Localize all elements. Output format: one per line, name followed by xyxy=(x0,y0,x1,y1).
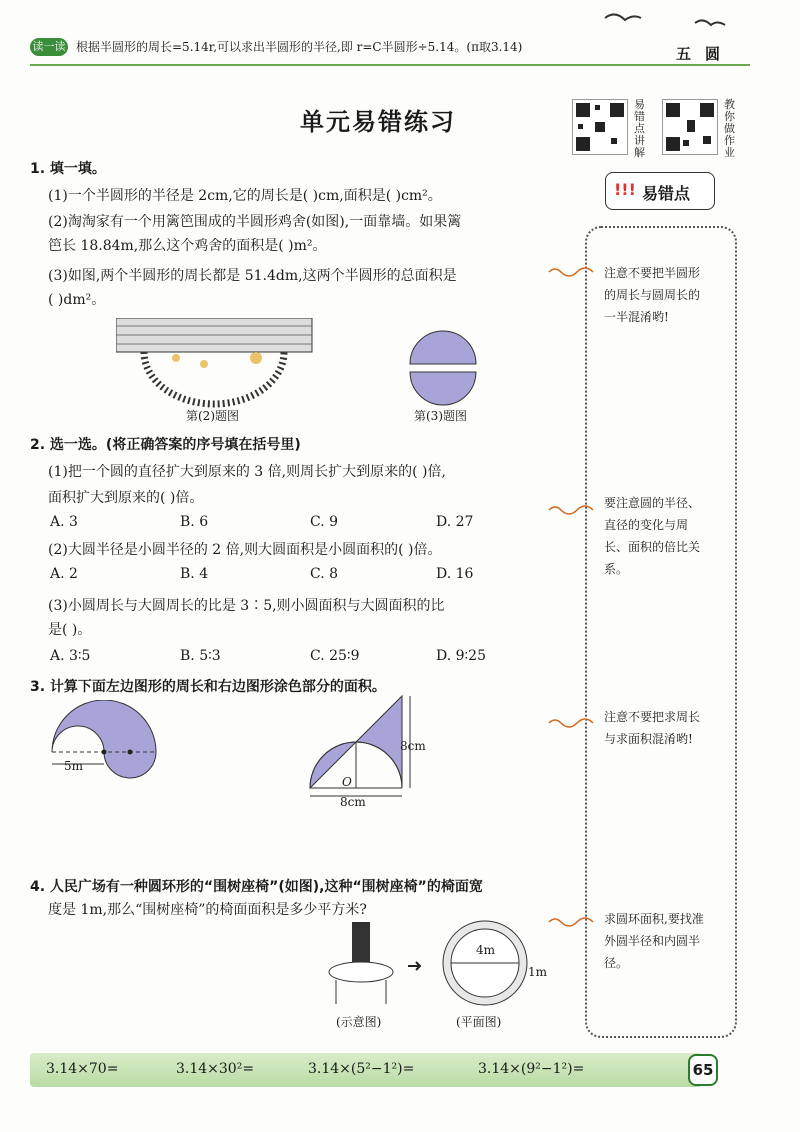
ring-plan-figure xyxy=(440,918,530,1008)
option[interactable]: A. 3∶5 xyxy=(50,648,91,664)
inner-diameter-label: 4m xyxy=(476,943,496,957)
calc-item: 3.14×30²= xyxy=(176,1061,255,1077)
option[interactable]: C. 25∶9 xyxy=(310,648,360,664)
option[interactable]: D. 9∶25 xyxy=(436,648,486,664)
dimension-label: 5m xyxy=(64,759,84,773)
option[interactable]: D. 16 xyxy=(436,566,474,582)
read-badge: 读一读 xyxy=(30,38,68,56)
header-rule xyxy=(30,64,750,66)
q4-title: 4. 人民广场有一种圆环形的“围树座椅”(如图),这种“围树座椅”的椅面宽 xyxy=(30,879,483,895)
option[interactable]: C. 8 xyxy=(310,566,339,582)
center-label: O xyxy=(342,775,352,789)
arrow-icon xyxy=(545,262,595,282)
option[interactable]: B. 5∶3 xyxy=(180,648,221,664)
fig2-caption: 第(2)题图 xyxy=(186,409,239,423)
qr-code-icon[interactable] xyxy=(662,99,718,155)
option[interactable]: D. 27 xyxy=(436,514,474,530)
fig3-caption: 第(3)题图 xyxy=(414,409,467,423)
q3-title: 3. 计算下面左边图形的周长和右边图形涂色部分的面积。 xyxy=(30,679,386,695)
height-label: 8cm xyxy=(400,739,426,753)
q2-line: 面积扩大到原来的( )倍。 xyxy=(48,490,204,506)
birds-decoration xyxy=(600,8,740,38)
caption: (示意图) xyxy=(336,1015,382,1029)
qr-code-icon[interactable] xyxy=(572,99,628,155)
header-tip: 根据半圆形的周长=5.14r,可以求出半圆形的半径,即 r=C半圆形÷5.14。(π取3.14) xyxy=(76,40,523,54)
base-label: 8cm xyxy=(340,795,366,809)
side-note: 要注意圆的半径、直径的变化与周长、面积的倍比关系。 xyxy=(604,496,701,576)
option[interactable]: A. 3 xyxy=(50,514,78,530)
perimeter-figure xyxy=(44,700,164,780)
calc-item: 3.14×(9²−1²)= xyxy=(478,1061,585,1077)
qr-label: 易错点讲解 xyxy=(634,98,645,159)
mistake-tag xyxy=(605,172,715,210)
q1-line: 笆长 18.84m,那么这个鸡舍的面积是( )m²。 xyxy=(48,238,327,254)
arrow-icon xyxy=(545,500,595,520)
side-note: 求圆环面积,要找准外圆半径和内圆半径。 xyxy=(604,912,704,970)
calc-item: 3.14×(5²−1²)= xyxy=(308,1061,415,1077)
mistake-tag-label: 易错点 xyxy=(642,184,691,203)
side-note: 注意不要把半圆形的周长与圆周长的一半混淆哟! xyxy=(604,266,701,324)
caption: (平面图) xyxy=(456,1015,502,1029)
width-label: 1m xyxy=(528,965,548,979)
option[interactable]: C. 9 xyxy=(310,514,339,530)
tree-seat-figure xyxy=(324,920,424,1010)
side-note: 注意不要把求周长与求面积混淆哟! xyxy=(604,710,701,746)
q2-line: (2)大圆半径是小圆半径的 2 倍,则大圆面积是小圆面积的( )倍。 xyxy=(48,542,442,558)
q2-title: 2. 选一选。(将正确答案的序号填在括号里) xyxy=(30,437,301,453)
option[interactable]: B. 6 xyxy=(180,514,209,530)
q2-line: (3)小圆周长与大圆周长的比是 3∶5,则小圆面积与大圆面积的比 xyxy=(48,598,445,614)
q1-line: ( )dm²。 xyxy=(48,292,106,308)
chapter-label: 五圆 xyxy=(676,45,735,63)
two-semicircles-figure xyxy=(408,328,478,408)
arrow-icon xyxy=(545,713,595,733)
option[interactable]: B. 4 xyxy=(180,566,209,582)
q1-line: (1)一个半圆形的半径是 2cm,它的周长是( )cm,面积是( )cm²。 xyxy=(48,188,442,204)
q1-line: (2)淘淘家有一个用篱笆围成的半圆形鸡舍(如图),一面靠墙。如果篱 xyxy=(48,214,462,230)
exclaim-icon: !!! xyxy=(614,180,636,199)
q2-line: 是( )。 xyxy=(48,622,92,638)
q1-title: 1. 填一填。 xyxy=(30,161,106,177)
page-title: 单元易错练习 xyxy=(300,108,456,136)
calc-item: 3.14×70= xyxy=(46,1061,119,1077)
page-number: 65 xyxy=(688,1054,718,1086)
q1-line: (3)如图,两个半圆形的周长都是 51.4dm,这两个半圆形的总面积是 xyxy=(48,268,457,284)
option[interactable]: A. 2 xyxy=(50,566,78,582)
arrow-icon xyxy=(545,912,595,932)
q4-line: 度是 1m,那么“围树座椅”的椅面面积是多少平方米? xyxy=(48,902,367,918)
chicken-coop-figure xyxy=(116,318,316,414)
q2-line: (1)把一个圆的直径扩大到原来的 3 倍,则周长扩大到原来的( )倍, xyxy=(48,464,446,480)
qr-label: 教你做作业 xyxy=(724,98,735,159)
